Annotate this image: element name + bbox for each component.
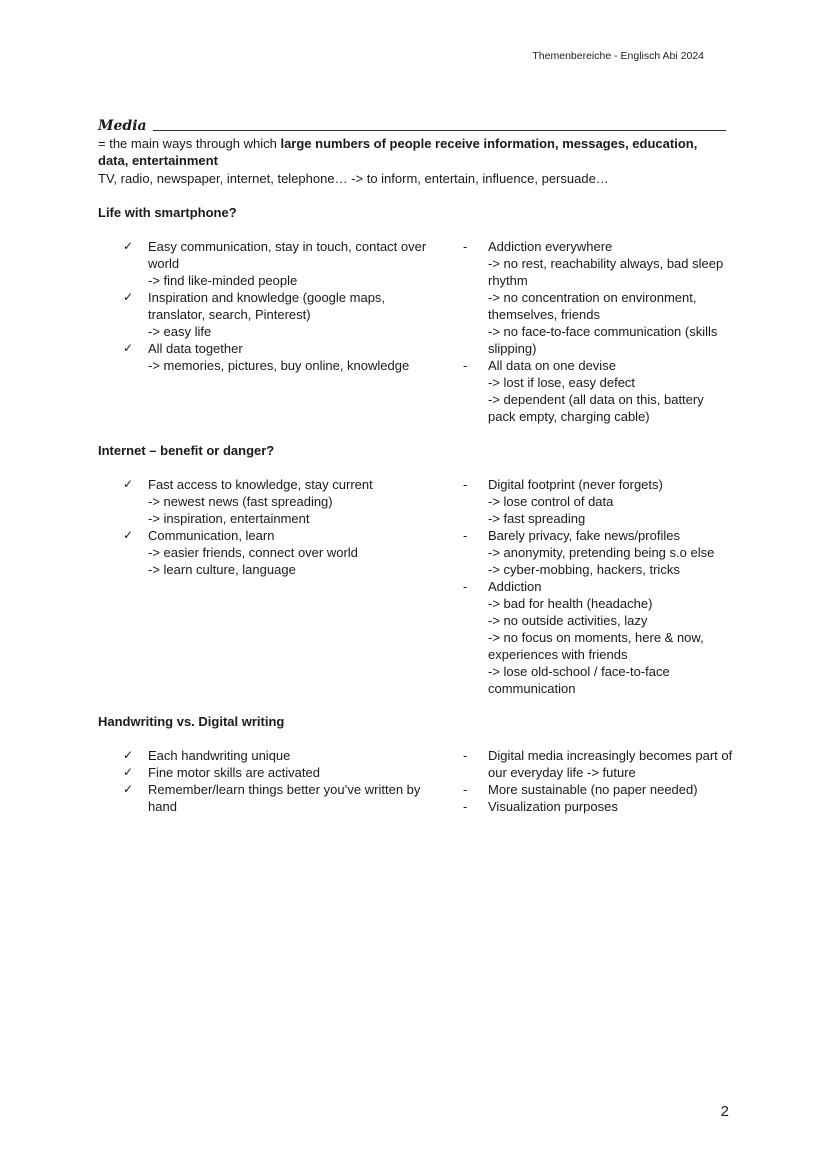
heading-rule xyxy=(153,130,726,131)
dash-icon: - xyxy=(463,239,468,254)
list-item: - Barely privacy, fake news/profiles xyxy=(463,528,680,543)
list-item: ✓ Remember/learn things better you’ve written by hand xyxy=(123,782,421,814)
check-icon: ✓ xyxy=(123,477,134,491)
list-item: - Visualization purposes xyxy=(463,799,618,814)
media-definition xyxy=(98,135,728,169)
page-header: Themenbereiche - Englisch Abi 2024 xyxy=(532,50,704,62)
list-item: -> no face-to-face communication (skills slipping) xyxy=(488,324,718,356)
dash-icon: - xyxy=(463,528,468,543)
media-heading xyxy=(98,117,726,133)
check-icon: ✓ xyxy=(123,290,134,304)
definition-prefix: = the main ways through which xyxy=(98,136,281,151)
list-item: ✓ All data together xyxy=(123,341,243,356)
media-title: Media xyxy=(98,118,147,134)
page-number: 2 xyxy=(720,1103,729,1120)
list-item: ✓ Communication, learn xyxy=(123,528,275,543)
list-item: - Addiction everywhere xyxy=(463,239,613,254)
list-item: -> no focus on moments, here & now, experiences with friends xyxy=(488,630,704,662)
list-item: -> inspiration, entertainment xyxy=(148,511,310,526)
check-icon: ✓ xyxy=(123,341,134,355)
list-item: -> no outside activities, lazy xyxy=(488,613,648,628)
dash-icon: - xyxy=(463,358,468,373)
list-item: ✓ Easy communication, stay in touch, contact over world xyxy=(123,239,427,271)
internet-pros-list xyxy=(123,476,428,578)
check-icon: ✓ xyxy=(123,782,134,796)
section-title-internet: Internet – benefit or danger? xyxy=(98,443,275,458)
handwriting-cons-list xyxy=(463,747,738,815)
list-item: ✓ Inspiration and knowledge (google maps, translator, search, Pinterest) xyxy=(123,290,386,322)
list-item: -> learn culture, language xyxy=(148,562,296,577)
list-item: -> dependent (all data on this, battery pack empty, charging cable) xyxy=(488,392,704,424)
smartphone-cons-list xyxy=(463,238,733,425)
list-item: -> find like-minded people xyxy=(148,273,298,288)
list-item: -> lost if lose, easy defect xyxy=(488,375,636,390)
list-item: - Digital footprint (never forgets) xyxy=(463,477,663,492)
list-item: ✓ Fine motor skills are activated xyxy=(123,765,320,780)
list-item: -> no concentration on environment, themselves, friends xyxy=(488,290,697,322)
check-icon: ✓ xyxy=(123,765,134,779)
section-title-smartphone: Life with smartphone? xyxy=(98,205,237,220)
list-item: -> fast spreading xyxy=(488,511,586,526)
section-title-handwriting: Handwriting vs. Digital writing xyxy=(98,714,285,729)
list-item: -> lose old-school / face-to-face communication xyxy=(488,664,670,696)
list-item: - Digital media increasingly becomes part of our everyday life -> future xyxy=(463,748,733,780)
list-item: -> newest news (fast spreading) xyxy=(148,494,333,509)
list-item: -> lose control of data xyxy=(488,494,614,509)
dash-icon: - xyxy=(463,579,468,594)
definition-bold: large numbers of people receive information, messages, education, data, entertainment xyxy=(98,136,698,168)
list-item: -> memories, pictures, buy online, knowledge xyxy=(148,358,410,373)
check-icon: ✓ xyxy=(123,748,134,762)
list-item: -> no rest, reachability always, bad sleep rhythm xyxy=(488,256,724,288)
dash-icon: - xyxy=(463,748,468,763)
list-item: -> bad for health (headache) xyxy=(488,596,653,611)
list-item: - Addiction xyxy=(463,579,542,594)
list-item: -> easier friends, connect over world xyxy=(148,545,358,560)
list-item: - All data on one devise xyxy=(463,358,616,373)
dash-icon: - xyxy=(463,782,468,797)
smartphone-pros-list xyxy=(123,238,428,374)
internet-cons-list xyxy=(463,476,733,697)
media-examples: TV, radio, newspaper, internet, telephone… -> to inform, entertain, influence, persuade… xyxy=(98,171,609,186)
check-icon: ✓ xyxy=(123,239,134,253)
dash-icon: - xyxy=(463,799,468,814)
handwriting-pros-list xyxy=(123,747,428,815)
list-item: -> anonymity, pretending being s.o else xyxy=(488,545,715,560)
check-icon: ✓ xyxy=(123,528,134,542)
list-item: -> cyber-mobbing, hackers, tricks xyxy=(488,562,680,577)
list-item: ✓ Fast access to knowledge, stay current xyxy=(123,477,373,492)
dash-icon: - xyxy=(463,477,468,492)
list-item: -> easy life xyxy=(148,324,212,339)
list-item: ✓ Each handwriting unique xyxy=(123,748,291,763)
list-item: - More sustainable (no paper needed) xyxy=(463,782,698,797)
